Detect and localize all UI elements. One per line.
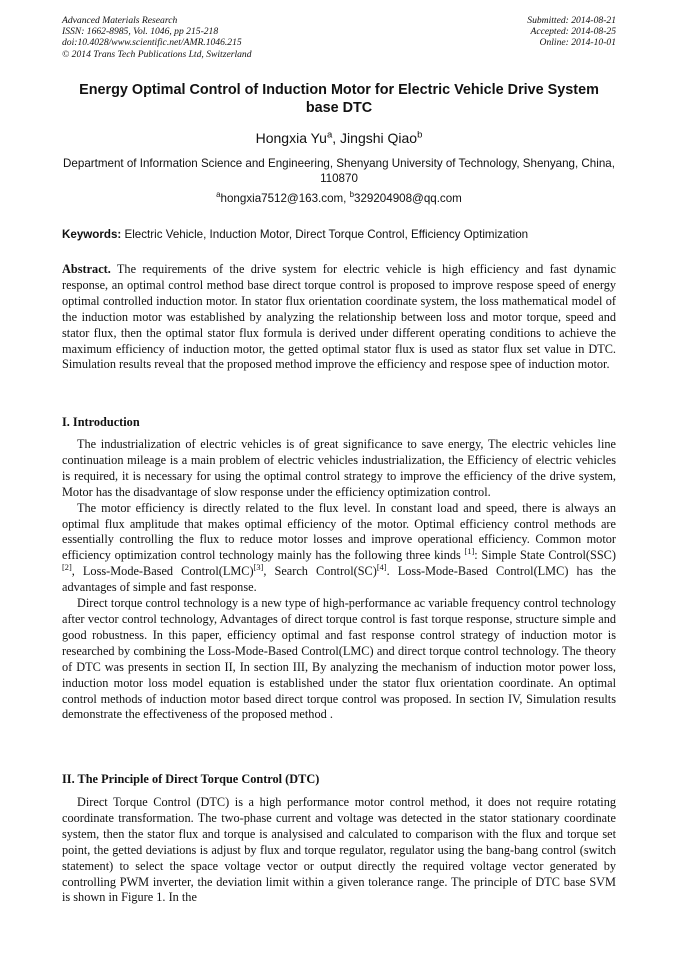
email-address: 329204908@qq.com [354,192,462,205]
citation: [1] [464,547,475,557]
section-heading-introduction: I. Introduction [62,415,140,429]
citation: [4] [376,563,387,573]
citation: [2] [62,563,72,573]
paragraph-text: , Search Control(SC) [263,564,377,579]
journal-copyright: © 2014 Trans Tech Publications Ltd, Switzerland [62,48,252,60]
abstract-text: The requirements of the drive system for electric vehicle is high efficiency and fast dynamic response, an optimal control method base direct torque control is proposed to improve respose speed of energy optimal controlled induction motor. In stator flux orientation coordinate system, the loss mathematical model of the induction motor was established by analyzing the relationship between loss and motor torque, speed and stator flux, then the optimal stator flux formula is derived under different operating conditions to achieve the maximum efficiency of induction motor, the getted optimal stator flux is used as stator flux set value in DTC. Simulation results reveal that the proposed method improve the efficiency and respose spee of induction motor. [62,262,616,372]
abstract-paragraph [62,262,616,373]
accepted-date: Accepted: 2014-08-25 [530,26,616,38]
submitted-date: Submitted: 2014-08-21 [527,15,616,26]
email-sup: b [349,190,355,200]
journal-issn: ISSN: 1662-8985, Vol. 1046, pp 215-218 [62,26,219,38]
keywords-label: Keywords: [62,228,122,241]
abstract-label: Abstract. [62,262,111,276]
journal-header [62,15,252,60]
paragraph: The industrialization of electric vehicles is of great significance to save energy, The electric vehicles line continuation mileage is a main problem of electric vehicles industrialization, the Efficiency of electric vehicles is required, it is necessary for using the optimal control strategy to improve the efficiency of the drive system, Motor has the disadvantage of slow response under the efficiency optimization control. [62,437,616,499]
author-sup: a [326,129,333,141]
email-address: hongxia7512@163.com, [220,192,350,205]
author-separator: , [332,130,341,146]
citation: [3] [253,563,264,573]
paragraph-text: , Loss-Mode-Based Control(LMC) [71,564,254,579]
email-line [62,192,616,205]
paragraph: Direct Torque Control (DTC) is a high performance motor control method, it does not require rotating coordinate transformation. The two-phase current and voltage was detected in the stator stationary coordinate system, then the stator flux and torque is analysised and calculated to comparison with the flux and torque set point, the getted deviations is adjust by flux and torque regulator, regulator using the bang-bang control (switch statement) to select the space voltage vector or output directly the required voltage vector generated by controlling PWM inverter, the deviation limit within a given tolerance range. The principle of DTC base SVM is shown in Figure 1. In the [62,795,616,905]
introduction-body [62,437,616,723]
paragraph-text: . Loss-Mode-Based Control(LMC) has the advantages of simple and fast response. [62,564,616,595]
paragraph-text: : Simple State Control(SSC) [474,548,616,563]
dates-header [527,15,616,49]
dtc-body [62,795,616,906]
affiliation: Department of Information Science and Engineering, Shenyang University of Technology, Shenyang, China, 110870 [63,157,615,185]
author-name: Hongxia Yu [255,130,327,146]
section-heading-dtc: II. The Principle of Direct Torque Control (DTC) [62,772,320,786]
paper-title: Energy Optimal Control of Induction Motor for Electric Vehicle Drive System base DTC [79,82,599,116]
keywords [62,228,616,241]
author-sup: b [417,129,423,141]
paragraph-text: The motor efficiency is directly related to the flux level. In constant load and speed, there is always an optimal flux amplitude that makes optimal efficiency of the motor. Optimal efficiency control methods are essentially controlling the flux to reduce motor losses and improve operational efficiency. Common motor efficiency optimization control technology mainly has the following three kinds [62,500,616,563]
journal-name: Advanced Materials Research [62,15,178,26]
paragraph: Direct torque control technology is a new type of high-performance ac variable frequency control technology after vector control technology, Advantages of direct torque control is fast torque response, structure simple and good robustness. In this paper, efficiency optimal and fast response control strategy of induction motor is researched by combining the Loss-Mode-Based Control(LMC) and direct torque control technology. The theory of DTC was presents in section II, In section III, By analyzing the mechanism of induction motor power loss, induction motor loss model equation is established under the stator flux orientation coordinate. An optimal control methods of induction motor based direct torque control was proposed. In section IV, Simulation results demonstrate the effectiveness of the proposed method . [62,596,616,722]
email-sup: a [216,190,221,200]
author-name: Jingshi Qiao [340,130,418,146]
paragraph [62,501,616,596]
abstract [62,262,616,373]
journal-doi: doi:10.4028/www.scientific.net/AMR.1046.215 [62,37,242,49]
online-date: Online: 2014-10-01 [539,37,616,49]
keywords-text: Electric Vehicle, Induction Motor, Direct Torque Control, Efficiency Optimization [121,228,529,241]
author-line [62,130,616,146]
